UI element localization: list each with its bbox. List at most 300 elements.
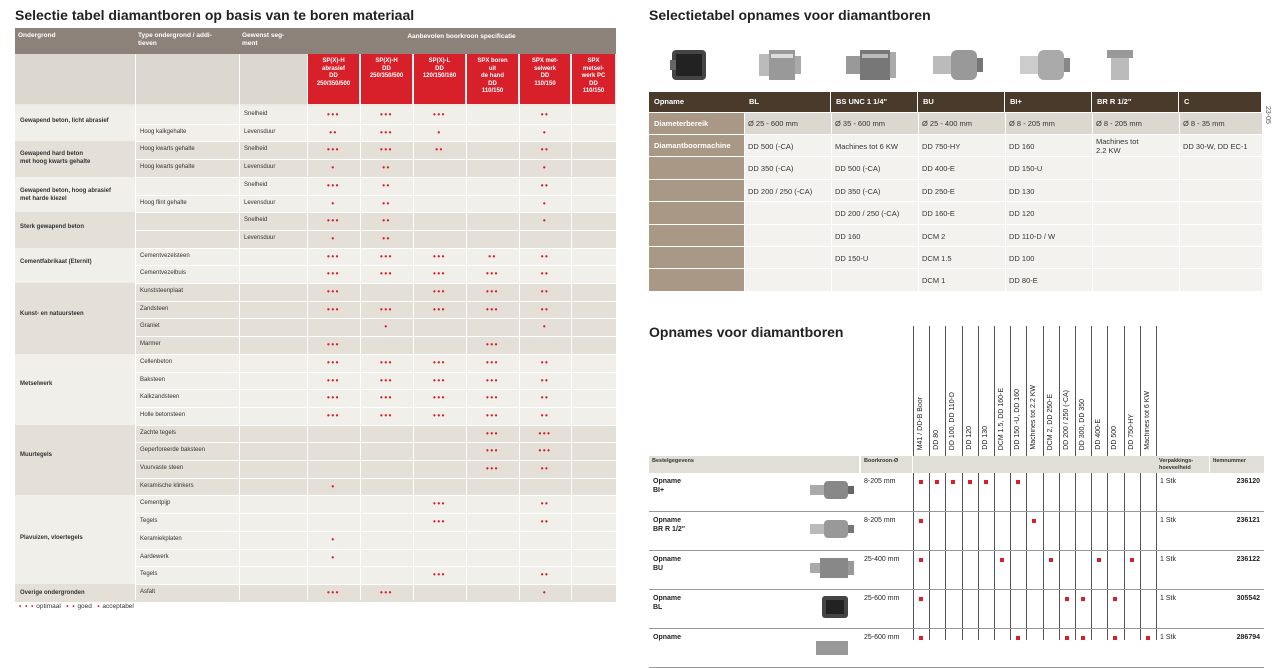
machine-value: DD 30-W, DD EC-1 [1183, 142, 1248, 151]
rating-dots: ••• [433, 375, 446, 385]
machine-column-label: DD 100, DD 110-D [949, 391, 957, 450]
rating-dots: •• [382, 163, 391, 173]
machine-column-label: DD 200 / 250 (-CA) [1062, 390, 1070, 450]
machine-value: DD 150-U [835, 254, 869, 263]
machine-col-divider [978, 326, 979, 640]
header-pack: Verpakkings- hoeveelheid [1156, 456, 1209, 473]
machine-value: DD 350 (-CA) [748, 164, 794, 174]
rating-dots: ••• [327, 410, 340, 420]
machine-value: DD 250-E [922, 186, 955, 196]
row-divider [135, 372, 616, 373]
row-divider [135, 442, 616, 443]
rating-dots: •• [540, 393, 550, 403]
adapter-image-1 [755, 44, 805, 89]
rating-dots: •• [540, 251, 550, 261]
diameter-value: Ø 35 - 600 mm [835, 119, 886, 128]
rating-dots: ••• [486, 340, 499, 350]
header-spec: Aanbevolen boorkroon specificatie [307, 28, 616, 54]
machine-col-divider [1140, 326, 1141, 640]
rating-dots: ••• [433, 517, 446, 527]
row-divider [135, 283, 616, 284]
order-article: 286794 [1236, 634, 1260, 641]
machine-col-divider [994, 326, 995, 640]
compat-mark [919, 636, 923, 640]
rating-dots: ••• [433, 357, 446, 367]
compat-mark [1081, 597, 1085, 601]
machine-col-divider [1043, 326, 1044, 640]
diameter-value: Ø 8 - 205 mm [1096, 119, 1142, 128]
rating-dots: ••• [486, 287, 499, 296]
row-divider [135, 478, 616, 479]
diameter-value: Ø 25 - 600 mm [748, 119, 799, 128]
rating-dots: •• [435, 145, 444, 155]
machine-value: Machines tot 2.2 KW [1096, 137, 1139, 155]
machine-column-label: M41 / DD-B Boor [917, 396, 924, 450]
machine-value: DD 160 [1009, 142, 1035, 151]
rating-dots: ••• [327, 357, 340, 367]
row-type: Aardewerk [140, 553, 169, 560]
rating-dots: ••• [380, 251, 393, 261]
label-machine-row [649, 225, 744, 246]
row-type: Cementvezelsteen [140, 252, 190, 259]
row-divider [135, 531, 616, 532]
rating-dots: • [331, 552, 336, 562]
order-diameter: 25-400 mm [864, 556, 900, 563]
rating-dots: •• [540, 110, 550, 119]
header-article: Itemnummer [1210, 456, 1264, 473]
col-divider [571, 54, 572, 600]
group-label: Gewapend beton, licht abrasief [20, 117, 109, 124]
machine-column-label: DD 150 -U, DD 160 [1014, 389, 1022, 450]
rating-dots: ••• [433, 393, 446, 403]
machine-col-divider [1091, 326, 1092, 640]
header-diameter: Boorkroon-Ø [861, 456, 912, 473]
rating-dots: ••• [433, 304, 446, 314]
order-pack: 1 Stk [1160, 517, 1176, 524]
machine-col-divider [1156, 326, 1157, 640]
order-diameter: 25-600 mm [864, 634, 900, 641]
col-divider [1005, 113, 1006, 295]
rating-dots: ••• [327, 393, 340, 403]
machine-column-label: DD 80 [933, 430, 941, 450]
adapter-thumb [808, 633, 856, 664]
row-type: Hoog flint gehalte [140, 199, 187, 206]
order-pack: 1 Stk [1160, 556, 1176, 563]
column-name: C [1179, 92, 1261, 112]
row-divider [135, 549, 616, 550]
col-divider [744, 113, 745, 295]
rating-dots: • [542, 322, 548, 332]
rating-dots: ••• [380, 393, 393, 403]
row-type: Cementvezelbuis [140, 270, 187, 277]
machine-col-divider [1107, 326, 1108, 640]
machine-value: DD 500 (-CA) [748, 142, 794, 151]
compat-mark [1146, 636, 1150, 640]
rating-dots: ••• [486, 410, 499, 420]
compat-mark [919, 480, 923, 484]
row-divider [135, 354, 616, 355]
rating-dots: ••• [380, 357, 393, 367]
row-type: Vuurvaste steen [140, 465, 184, 471]
compat-mark [1130, 558, 1134, 562]
machine-value: DD 350 (-CA) [835, 186, 881, 196]
row-divider [135, 212, 616, 213]
order-name: Opname BU [653, 556, 682, 572]
rating-dots: •• [540, 464, 550, 473]
rating-dots: ••• [380, 110, 393, 119]
machine-value: DD 160 [835, 231, 861, 241]
header-spacer [913, 456, 1156, 473]
col-divider [135, 54, 136, 600]
column-name: BR R 1/2" [1092, 92, 1178, 112]
bit-column-1: SP(X)-H DD 250/350/500 [361, 54, 412, 104]
rating-dots: •• [488, 251, 497, 261]
machine-value: DCM 1.5 [922, 254, 952, 263]
rating-dots: ••• [327, 340, 340, 350]
row-type: Graniet [140, 323, 160, 330]
rating-dots: •• [540, 357, 550, 367]
row-type: Keramische klinkers [140, 482, 194, 489]
order-article: 236121 [1236, 517, 1260, 524]
bit-column-0: SP(X)-H abrasief DD 250/350/500 [308, 54, 359, 104]
machine-col-divider [945, 326, 946, 640]
machine-value: DD 500 (-CA) [835, 164, 881, 174]
row-type: Zachte tegels [140, 429, 177, 436]
rating-dots: •• [540, 375, 550, 385]
header-ondergrond: Ondergrond [15, 28, 135, 54]
row-type: Kunststeenplaat [140, 288, 184, 294]
header-grey [15, 54, 307, 104]
row-type: Cementpijp [140, 500, 171, 507]
machine-column-label: DD 120 [965, 426, 973, 450]
machine-column-label: DCM 2, DD 250-E [1046, 393, 1054, 450]
compat-mark [919, 558, 923, 562]
adapter-image-0 [668, 44, 714, 89]
machine-col-divider [1026, 326, 1027, 640]
bit-column-2: SP(X)-L DD 120/150/160 [414, 54, 465, 104]
row-segment: Snelheid [244, 146, 268, 153]
adapter-thumb [808, 477, 856, 508]
adapter-thumb [808, 516, 856, 547]
row-segment: Levensduur [244, 234, 276, 241]
rating-dots: ••• [327, 587, 340, 597]
rating-dots: • [331, 481, 336, 491]
bit-column-3: SPX boren uit de hand DD 110/150 [467, 54, 518, 104]
rating-dots: •• [540, 410, 550, 420]
rating-dots: ••• [433, 287, 446, 296]
row-divider [135, 301, 616, 302]
compat-mark [968, 480, 972, 484]
row-type: Asfalt [140, 588, 156, 595]
label-machine-row [649, 202, 744, 223]
row-divider [135, 602, 616, 603]
order-pack: 1 Stk [1160, 595, 1176, 602]
rating-dots: • [542, 127, 548, 137]
rating-dots: •• [540, 180, 550, 190]
rating-dots: ••• [433, 110, 446, 119]
machine-value: DD 80-E [1009, 276, 1038, 286]
row-divider [135, 336, 616, 337]
rating-dots: ••• [327, 110, 340, 119]
rating-dots: •• [540, 499, 550, 509]
machine-col-divider [1059, 326, 1060, 640]
rating-dots: •• [382, 216, 391, 226]
compat-mark [1065, 636, 1069, 640]
rating-dots: ••• [433, 570, 446, 580]
legend: • • • optimaal • • goed • acceptabel [19, 603, 134, 610]
rating-dots: ••• [433, 251, 446, 261]
row-divider [135, 177, 616, 178]
row-segment: Levensduur [244, 199, 276, 206]
row-type: Tegels [140, 518, 158, 525]
col-divider [466, 54, 467, 600]
row-type: Cellenbeton [140, 358, 173, 365]
machine-column-label: DD 130 [981, 426, 989, 450]
rating-dots: •• [382, 180, 391, 190]
row-divider [135, 159, 616, 160]
row-divider [135, 318, 616, 319]
rating-dots: • [542, 216, 548, 226]
compat-mark [1065, 597, 1069, 601]
machine-value: DD 400-E [922, 164, 955, 174]
machine-column-label: DD 500 [1111, 426, 1119, 450]
machine-value: DD 750-HY [922, 142, 961, 151]
order-name: Opname BI+ [653, 478, 682, 494]
rating-dots: ••• [380, 410, 393, 420]
rating-dots: ••• [486, 464, 499, 473]
label-diameter: Diameterbereik [649, 113, 744, 134]
order-diameter: 25-600 mm [864, 595, 900, 602]
row-type: Holle betonsteen [140, 411, 186, 418]
rating-dots: ••• [538, 446, 552, 456]
group-label: Overige ondergronden [20, 590, 85, 597]
row-segment: Levensduur [244, 164, 276, 171]
rating-dots: • [542, 587, 548, 597]
rating-dots: ••• [327, 180, 340, 190]
rating-dots: •• [329, 127, 338, 137]
row-divider [649, 511, 1264, 512]
header-type: Type ondergrond / addi- tieven [135, 28, 239, 54]
row-divider [135, 124, 616, 125]
rating-dots: •• [540, 517, 550, 527]
machine-column-label: DD 300, DD 350 [1079, 398, 1086, 450]
row-type: Kalkzandsteen [140, 394, 180, 401]
diameter-value: Ø 8 - 205 mm [1009, 119, 1055, 128]
rating-dots: ••• [380, 304, 393, 314]
order-pack: 1 Stk [1160, 478, 1176, 485]
order-diameter: 8-205 mm [864, 517, 896, 524]
rating-dots: ••• [486, 446, 499, 456]
col-divider [1092, 113, 1093, 295]
compat-mark [1049, 558, 1053, 562]
machine-col-divider [913, 326, 914, 640]
row-type: Keramiekplaten [140, 535, 182, 542]
row-type: Hoog kwarts gehalte [140, 146, 195, 153]
page-number: 23-05 [1264, 106, 1271, 124]
column-name: BL [744, 92, 830, 112]
row-divider [135, 265, 616, 266]
rating-dots: ••• [486, 304, 499, 314]
row-divider [135, 566, 616, 567]
machine-value: DD 150-U [1009, 164, 1043, 174]
rating-dots: • [384, 322, 389, 332]
group-label: Kunst- en natuursteen [20, 310, 84, 317]
order-article: 236120 [1236, 478, 1260, 485]
rating-dots: • [331, 534, 336, 544]
compat-mark [1081, 636, 1085, 640]
compat-mark [951, 480, 955, 484]
machine-value: DD 120 [1009, 209, 1035, 219]
row-type: Zandsteen [140, 305, 169, 312]
machine-column-label: DD 750-HY [1127, 414, 1135, 450]
rating-dots: ••• [327, 269, 340, 279]
order-pack: 1 Stk [1160, 634, 1176, 641]
compat-mark [1113, 597, 1117, 601]
machine-column-label: Machines tot 6 KW [1143, 391, 1151, 450]
machine-column-label: DD 400-E [1095, 419, 1103, 450]
row-divider [135, 425, 616, 426]
rating-dots: ••• [486, 393, 499, 403]
rating-dots: ••• [380, 587, 393, 597]
column-name: BI+ [1005, 92, 1091, 112]
row-type: Hoog kalkgehalte [140, 128, 187, 135]
machine-value: DD 110-D / W [1009, 231, 1056, 241]
column-name: BS UNC 1 1/4" [831, 92, 917, 112]
row-divider [135, 513, 616, 514]
label-opname: Opname [649, 92, 744, 112]
compat-mark [984, 480, 988, 484]
group-label: Gewapend beton, hoog abrasief met harde kiezel [20, 188, 112, 203]
group-label: Muurtegels [20, 452, 53, 459]
adapter-image-4 [1016, 44, 1072, 89]
machine-value: DD 100 [1009, 254, 1035, 263]
compat-mark [919, 597, 923, 601]
compat-mark [919, 519, 923, 523]
rating-dots: ••• [380, 145, 393, 155]
row-type: Geperforeerde baksteen [140, 447, 206, 454]
group-label: Gewapend hard beton met hoog kwarts gehalte [20, 151, 91, 166]
machine-col-divider [929, 326, 930, 640]
order-name: Opname BR R 1/2" [653, 517, 686, 533]
rating-dots: •• [382, 233, 391, 243]
machine-value: DCM 2 [922, 231, 946, 241]
right-top-title: Selectietabel opnames voor diamantboren [649, 7, 931, 23]
header-order: Bestelgegevens [649, 456, 859, 473]
compat-mark [1016, 636, 1020, 640]
group-label: Metselwerk [20, 381, 53, 388]
rating-dots: ••• [327, 216, 340, 226]
rating-dots: ••• [486, 375, 499, 385]
compat-mark [1113, 636, 1117, 640]
group-label: Sterk gewapend beton [20, 223, 85, 230]
row-divider [135, 195, 616, 196]
machine-col-divider [1075, 326, 1076, 640]
row-segment: Levensduur [244, 128, 276, 135]
rating-dots: ••• [327, 287, 340, 296]
machine-column-label: Machines tot 2.2 KW [1030, 385, 1038, 450]
order-article: 236122 [1236, 556, 1260, 563]
rating-dots: ••• [327, 375, 340, 385]
rating-dots: ••• [433, 410, 446, 420]
row-type: Marmer [140, 341, 161, 348]
row-divider [649, 628, 1264, 629]
diameter-value: Ø 8 - 35 mm [1183, 119, 1225, 128]
compat-mark [1000, 558, 1004, 562]
rating-dots: • [331, 233, 336, 243]
header-segment: Gewenst seg- ment [239, 28, 307, 54]
rating-dots: •• [540, 304, 550, 314]
adapter-image-3 [929, 44, 985, 89]
rating-dots: ••• [327, 251, 340, 261]
group-label: Plavuizen, vloertegels [20, 535, 83, 542]
rating-dots: •• [540, 269, 550, 279]
row-type: Baksteen [140, 376, 166, 383]
col-divider [831, 113, 832, 295]
order-article: 305542 [1236, 595, 1260, 602]
rating-dots: ••• [486, 357, 499, 367]
rating-dots: ••• [486, 269, 499, 279]
machine-value: DD 130 [1009, 186, 1035, 196]
row-divider [649, 550, 1264, 551]
row-divider [135, 389, 616, 390]
label-machine-row [649, 180, 744, 201]
label-machine-row [649, 247, 744, 268]
order-diameter: 8-205 mm [864, 478, 896, 485]
machine-value: DCM 1 [922, 276, 946, 286]
row-divider [135, 460, 616, 461]
column-name: BU [918, 92, 1004, 112]
row-type: Hoog kwarts gehalte [140, 164, 195, 171]
right-bottom-title: Opnames voor diamantboren [649, 324, 844, 340]
row-divider [649, 589, 1264, 590]
left-title: Selectie tabel diamantboren op basis van te boren materiaal [15, 7, 415, 23]
group-label: Cementfabrikaat (Eternit) [20, 259, 92, 266]
machine-value: DD 200 / 250 (-CA) [835, 209, 900, 219]
rating-dots: •• [540, 570, 550, 580]
row-segment: Snelheid [244, 181, 268, 188]
machine-value: DD 200 / 250 (-CA) [748, 186, 813, 196]
row-type: Tegels [140, 571, 158, 578]
machine-value: DD 160-E [922, 209, 955, 219]
col-divider [1179, 113, 1180, 295]
rating-dots: ••• [327, 145, 340, 155]
rating-dots: ••• [433, 269, 446, 279]
col-divider [239, 54, 240, 600]
rating-dots: • [331, 163, 336, 173]
order-name: Opname [653, 634, 682, 641]
adapter-thumb [808, 555, 856, 586]
rating-dots: ••• [486, 428, 499, 438]
row-divider [135, 495, 616, 496]
adapter-image-5 [1103, 44, 1137, 89]
row-segment: Snelheid [244, 111, 268, 117]
rating-dots: • [331, 198, 336, 208]
diameter-value: Ø 25 - 400 mm [922, 119, 973, 128]
label-machine-row [649, 157, 744, 178]
row-divider [135, 407, 616, 408]
rating-dots: ••• [380, 127, 393, 137]
bit-column-5: SPX metsel- werk PC DD 110/150 [572, 54, 615, 104]
machine-col-divider [1124, 326, 1125, 640]
material-selection-table [15, 28, 616, 600]
label-machine-row [649, 269, 744, 290]
rating-dots: • [542, 163, 548, 173]
compat-mark [935, 480, 939, 484]
bit-column-4: SPX met- selwerk DD 110/150 [520, 54, 570, 104]
rating-dots: ••• [327, 304, 340, 314]
rating-dots: • [437, 127, 442, 137]
adapter-thumb [808, 594, 856, 625]
